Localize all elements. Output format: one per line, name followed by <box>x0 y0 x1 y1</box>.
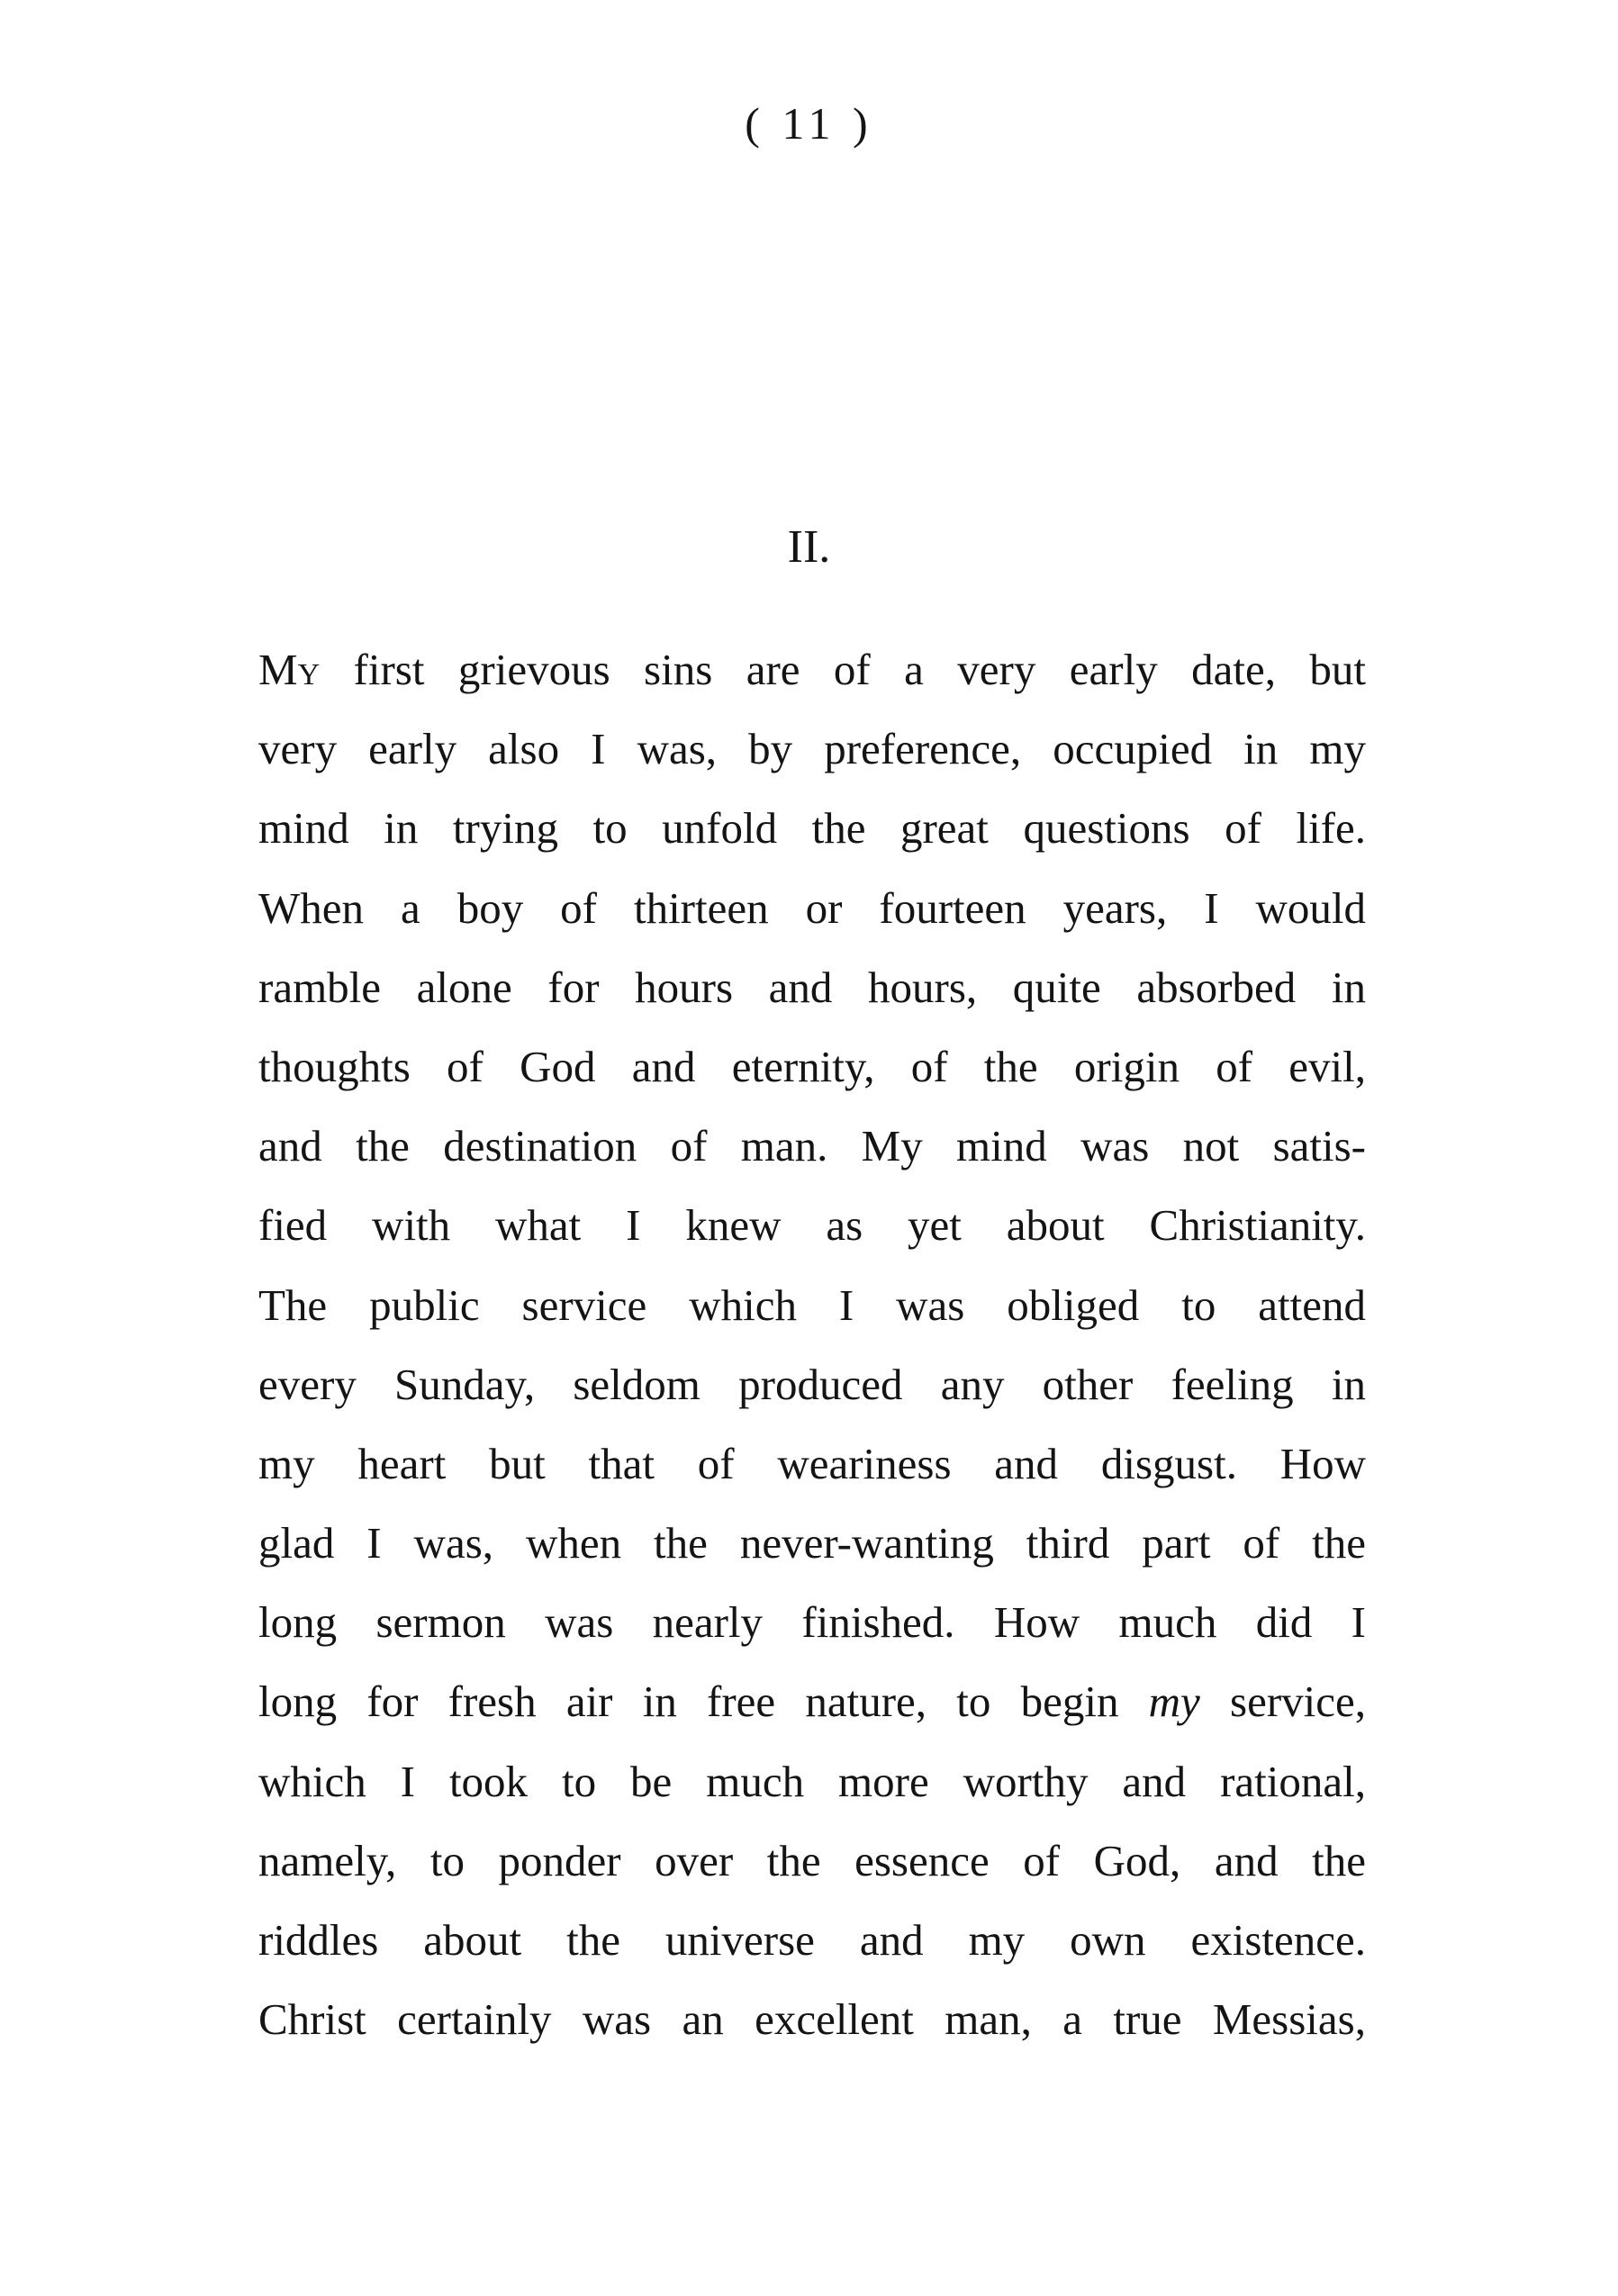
text-line-6: thoughts of God and eternity, of the origin of evil, <box>258 1041 1366 1091</box>
text-line-9: The public service which I was obliged to attend <box>258 1279 1366 1330</box>
text-line-11: my heart but that of weariness and disgust. How <box>258 1438 1366 1488</box>
text-line-10: every Sunday, seldom produced any other feeling in <box>258 1359 1366 1409</box>
text-line-7: and the destination of man. My mind was not satis- <box>258 1121 1366 1171</box>
opening-word-rest: y <box>297 645 321 694</box>
text-line-5: ramble alone for hours and hours, quite absorbed in <box>258 962 1366 1012</box>
line-1-rest: first grievous sins are of a very early date, but <box>320 645 1366 694</box>
text-line-14 <box>258 1662 1366 1741</box>
line-14-after: service, <box>1199 1677 1367 1727</box>
page-number: ( 11 ) <box>745 98 873 149</box>
text-line-4: When a boy of thirteen or fourteen years, I would <box>258 882 1366 933</box>
text-line-8: fied with what I knew as yet about Christianity. <box>258 1200 1366 1251</box>
body-text <box>258 630 1366 2059</box>
text-line-16: namely, to ponder over the essence of God, and the <box>258 1835 1366 1885</box>
emphasized-word: my <box>1148 1677 1200 1727</box>
chapter-heading: II. <box>787 521 831 573</box>
text-line-2: very early also I was, by preference, occupied in my <box>258 724 1366 774</box>
text-line-12: glad I was, when the never-wanting third part of the <box>258 1518 1366 1568</box>
text-line-1 <box>258 630 1366 710</box>
text-line-18: Christ certainly was an excellent man, a true Messias, <box>258 1994 1366 2045</box>
text-line-13: long sermon was nearly finished. How much did I <box>258 1597 1366 1648</box>
text-line-17: riddles about the universe and my own existence. <box>258 1915 1366 1965</box>
text-line-15: which I took to be much more worthy and rational, <box>258 1756 1366 1806</box>
line-14-before: long for fresh air in free nature, to begin <box>258 1677 1149 1727</box>
text-line-3: mind in trying to unfold the great questions of life. <box>258 803 1366 854</box>
opening-word-first-letter: M <box>258 645 298 694</box>
